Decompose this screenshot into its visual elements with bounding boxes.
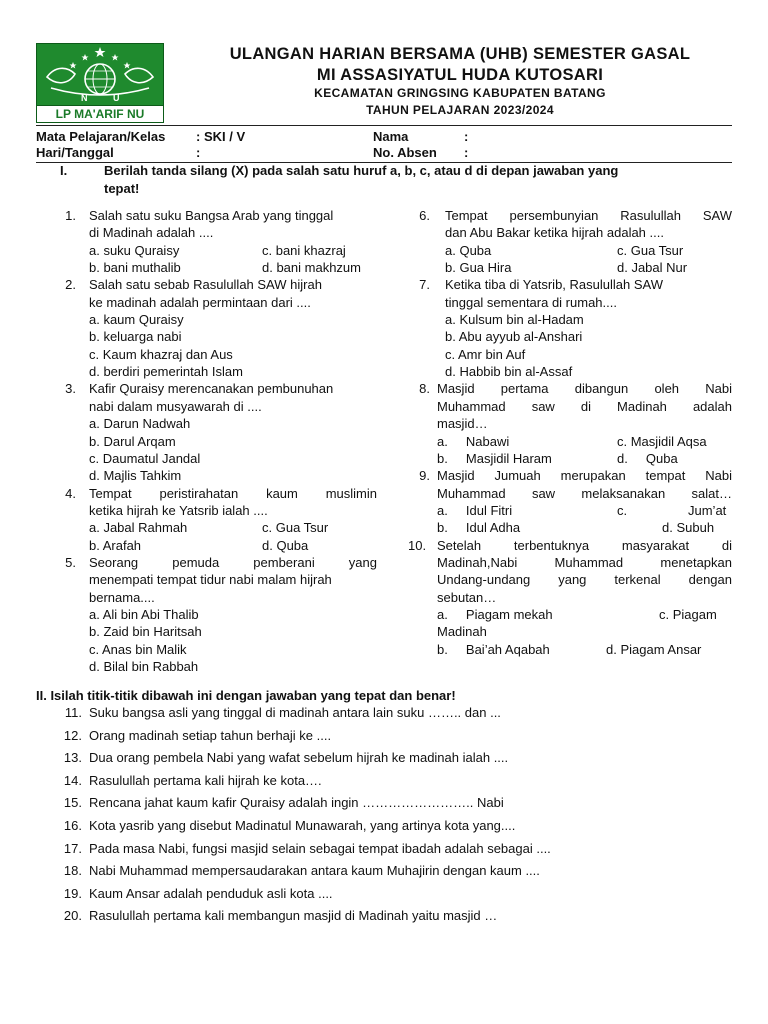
q8-option-d: d. Quba (617, 451, 678, 466)
q7-option-d: d. Habbib bin al-Assaf (445, 364, 573, 379)
q2-option-d: d. berdiri pemerintah Islam (89, 364, 243, 379)
q6-option-a: a. Quba (445, 243, 492, 258)
q3-option-b: b. Darul Arqam (89, 434, 176, 449)
q8-line-1: Masjid pertama dibangun oleh Nabi (437, 381, 732, 396)
q6-option-d: d. Jabal Nur (617, 260, 688, 275)
section1-instruction-1: Berilah tanda silang (X) pada salah satu huruf a, b, c, atau d di depan jawaban yang (104, 163, 619, 178)
q3-line-2: nabi dalam musyawarah di .... (89, 399, 262, 414)
header-title-3: KECAMATAN GRINGSING KABUPATEN BATANG (314, 86, 606, 100)
q13-number: 13. (63, 750, 82, 765)
q18-number: 18. (63, 863, 82, 878)
logo-caption: LP MA'ARIF NU (37, 105, 163, 122)
q10-option-b: b. Bai’ah Aqabah (437, 642, 550, 657)
q2-option-a: a. kaum Quraisy (89, 312, 184, 327)
q12-number: 12. (63, 728, 82, 743)
school-logo (36, 43, 164, 123)
q2-option-c: c. Kaum khazraj dan Aus (89, 347, 233, 362)
q12-text: Orang madinah setiap tahun berhaji ke .... (89, 728, 332, 743)
q4-option-c: c. Gua Tsur (262, 520, 329, 535)
q17-number: 17. (63, 841, 82, 856)
q10-line-4: sebutan… (437, 590, 497, 605)
q9-line-1: Masjid Jumuah merupakan tempat Nabi (437, 468, 732, 483)
q7-line-1: Ketika tiba di Yatsrib, Rasulullah SAW (445, 277, 663, 292)
absen-label: No. Absen (373, 145, 437, 160)
q10-option-c: c. Piagam (659, 607, 717, 622)
q16-text: Kota yasrib yang disebut Madinatul Munawarah, yang artinya kota yang.... (89, 818, 516, 833)
q1-option-a: a. suku Quraisy (89, 243, 180, 258)
q9-option-c: c. (617, 503, 628, 518)
q9-option-a: a. Idul Fitri (437, 503, 513, 518)
q8-option-c: c. Masjidil Aqsa (617, 434, 707, 449)
q5-option-d: d. Bilal bin Rabbah (89, 659, 199, 674)
q1-option-c: c. bani khazraj (262, 243, 346, 258)
nama-label: Nama (373, 129, 409, 144)
q4-option-a: a. Jabal Rahmah (89, 520, 188, 535)
q7-option-b: b. Abu ayyub al-Anshari (445, 329, 583, 344)
q10-line-3: Undang-undang yang terkenal dengan (437, 572, 732, 587)
q5-option-b: b. Zaid bin Haritsah (89, 624, 202, 639)
q6-option-b: b. Gua Hira (445, 260, 512, 275)
q7-line-2: tinggal sementara di rumah.... (445, 295, 617, 310)
q8-option-b: b. Masjidil Haram (437, 451, 552, 466)
nu-globe-icon (37, 44, 163, 106)
q11-text: Suku bangsa asli yang tinggal di madinah antara lain suku …….. dan ... (89, 705, 501, 720)
header-title-4: TAHUN PELAJARAN 2023/2024 (366, 103, 554, 117)
svg-text:N: N (81, 93, 88, 103)
section1-number: I. (60, 163, 68, 178)
absen-value: : (464, 145, 469, 160)
q8-line-3: masjid… (437, 416, 488, 431)
q9-number: 9. (419, 468, 430, 483)
q8-number: 8. (419, 381, 430, 396)
q1-line-1: Salah satu suku Bangsa Arab yang tinggal (89, 208, 334, 223)
q7-option-a: a. Kulsum bin al-Hadam (445, 312, 584, 327)
q10-option-c-text: Madinah (437, 624, 487, 639)
q10-line-2: Madinah,Nabi Muhammad menetapkan (437, 555, 732, 570)
q1-option-b: b. bani muthalib (89, 260, 181, 275)
q3-option-c: c. Daumatul Jandal (89, 451, 201, 466)
header-title-2: MI ASSASIYATUL HUDA KUTOSARI (316, 66, 604, 84)
hari-value: : (196, 145, 201, 160)
svg-text:U: U (113, 93, 120, 103)
header-title-1: ULANGAN HARIAN BERSAMA (UHB) SEMESTER GASAL (229, 45, 691, 63)
q3-line-1: Kafir Quraisy merencanakan pembunuhan (89, 381, 334, 396)
q5-line-1: Seorang pemuda pemberani yang (89, 555, 377, 570)
q4-option-b: b. Arafah (89, 538, 142, 553)
q7-option-c: c. Amr bin Auf (445, 347, 526, 362)
q18-text: Nabi Muhammad mempersaudarakan antara kaum Muhajirin dengan kaum .... (89, 863, 540, 878)
q2-line-1: Salah satu sebab Rasulullah SAW hijrah (89, 277, 322, 292)
q4-option-d: d. Quba (262, 538, 309, 553)
q2-number: 2. (65, 277, 76, 292)
q5-number: 5. (65, 555, 76, 570)
q3-number: 3. (65, 381, 76, 396)
q9-option-c-text: Jum’at (688, 503, 727, 518)
q1-number: 1. (65, 208, 76, 223)
q13-text: Dua orang pembela Nabi yang wafat sebelum hijrah ke madinah ialah .... (89, 750, 509, 765)
q3-option-d: d. Majlis Tahkim (89, 468, 182, 483)
q5-line-3: bernama.... (89, 590, 155, 605)
q2-option-b: b. keluarga nabi (89, 329, 182, 344)
q10-option-d: d. Piagam Ansar (606, 642, 702, 657)
q7-number: 7. (419, 277, 430, 292)
q6-option-c: c. Gua Tsur (617, 243, 684, 258)
q20-text: Rasulullah pertama kali membangun masjid di Madinah yaitu masjid … (89, 908, 498, 923)
mapel-label: Mata Pelajaran/Kelas (36, 129, 166, 144)
q2-line-2: ke madinah adalah permintaan dari .... (89, 295, 311, 310)
q5-option-a: a. Ali bin Abi Thalib (89, 607, 199, 622)
q3-option-a: a. Darun Nadwah (89, 416, 191, 431)
q14-number: 14. (63, 773, 82, 788)
q19-number: 19. (63, 886, 82, 901)
hari-label: Hari/Tanggal (36, 145, 114, 160)
q10-number: 10. (408, 538, 427, 553)
q4-line-1: Tempat peristirahatan kaum muslimin (89, 486, 377, 501)
q15-number: 15. (63, 795, 82, 810)
q6-line-2: dan Abu Bakar ketika hijrah adalah .... (445, 225, 664, 240)
q5-option-c: c. Anas bin Malik (89, 642, 187, 657)
q10-option-a: a. Piagam mekah (437, 607, 553, 622)
q6-line-1: Tempat persembunyian Rasulullah SAW (445, 208, 732, 223)
q10-line-1: Setelah terbentuknya masyarakat di (437, 538, 732, 553)
header-rule (36, 125, 732, 126)
section2-title: II. Isilah titik-titik dibawah ini dengan jawaban yang tepat dan benar! (36, 688, 456, 703)
q20-number: 20. (63, 908, 82, 923)
q14-text: Rasulullah pertama kali hijrah ke kota…. (89, 773, 322, 788)
q5-line-2: menempati tempat tidur nabi malam hijrah (89, 572, 332, 587)
q8-option-a: a. Nabawi (437, 434, 510, 449)
q11-number: 11. (64, 705, 82, 720)
nama-value: : (464, 129, 469, 144)
mapel-value: : SKI / V (196, 129, 246, 144)
q4-line-2: ketika hijrah ke Yatsrib ialah .... (89, 503, 268, 518)
q16-number: 16. (63, 818, 82, 833)
q15-text: Rencana jahat kaum kafir Quraisy adalah ingin …………………….. Nabi (89, 795, 504, 810)
q8-line-2: Muhammad saw di Madinah adalah (437, 399, 732, 414)
q19-text: Kaum Ansar adalah penduduk asli kota .... (89, 886, 333, 901)
q1-option-d: d. bani makhzum (262, 260, 361, 275)
q17-text: Pada masa Nabi, fungsi masjid selain sebagai tempat ibadah adalah sebagai .... (89, 841, 551, 856)
q1-line-2: di Madinah adalah .... (89, 225, 214, 240)
section1-instruction-2: tepat! (104, 181, 140, 196)
q9-line-2: Muhammad saw melaksanakan salat… (437, 486, 732, 501)
q9-option-d: d. Subuh (662, 520, 715, 535)
q4-number: 4. (65, 486, 76, 501)
q6-number: 6. (419, 208, 430, 223)
q9-option-b: b. Idul Adha (437, 520, 521, 535)
